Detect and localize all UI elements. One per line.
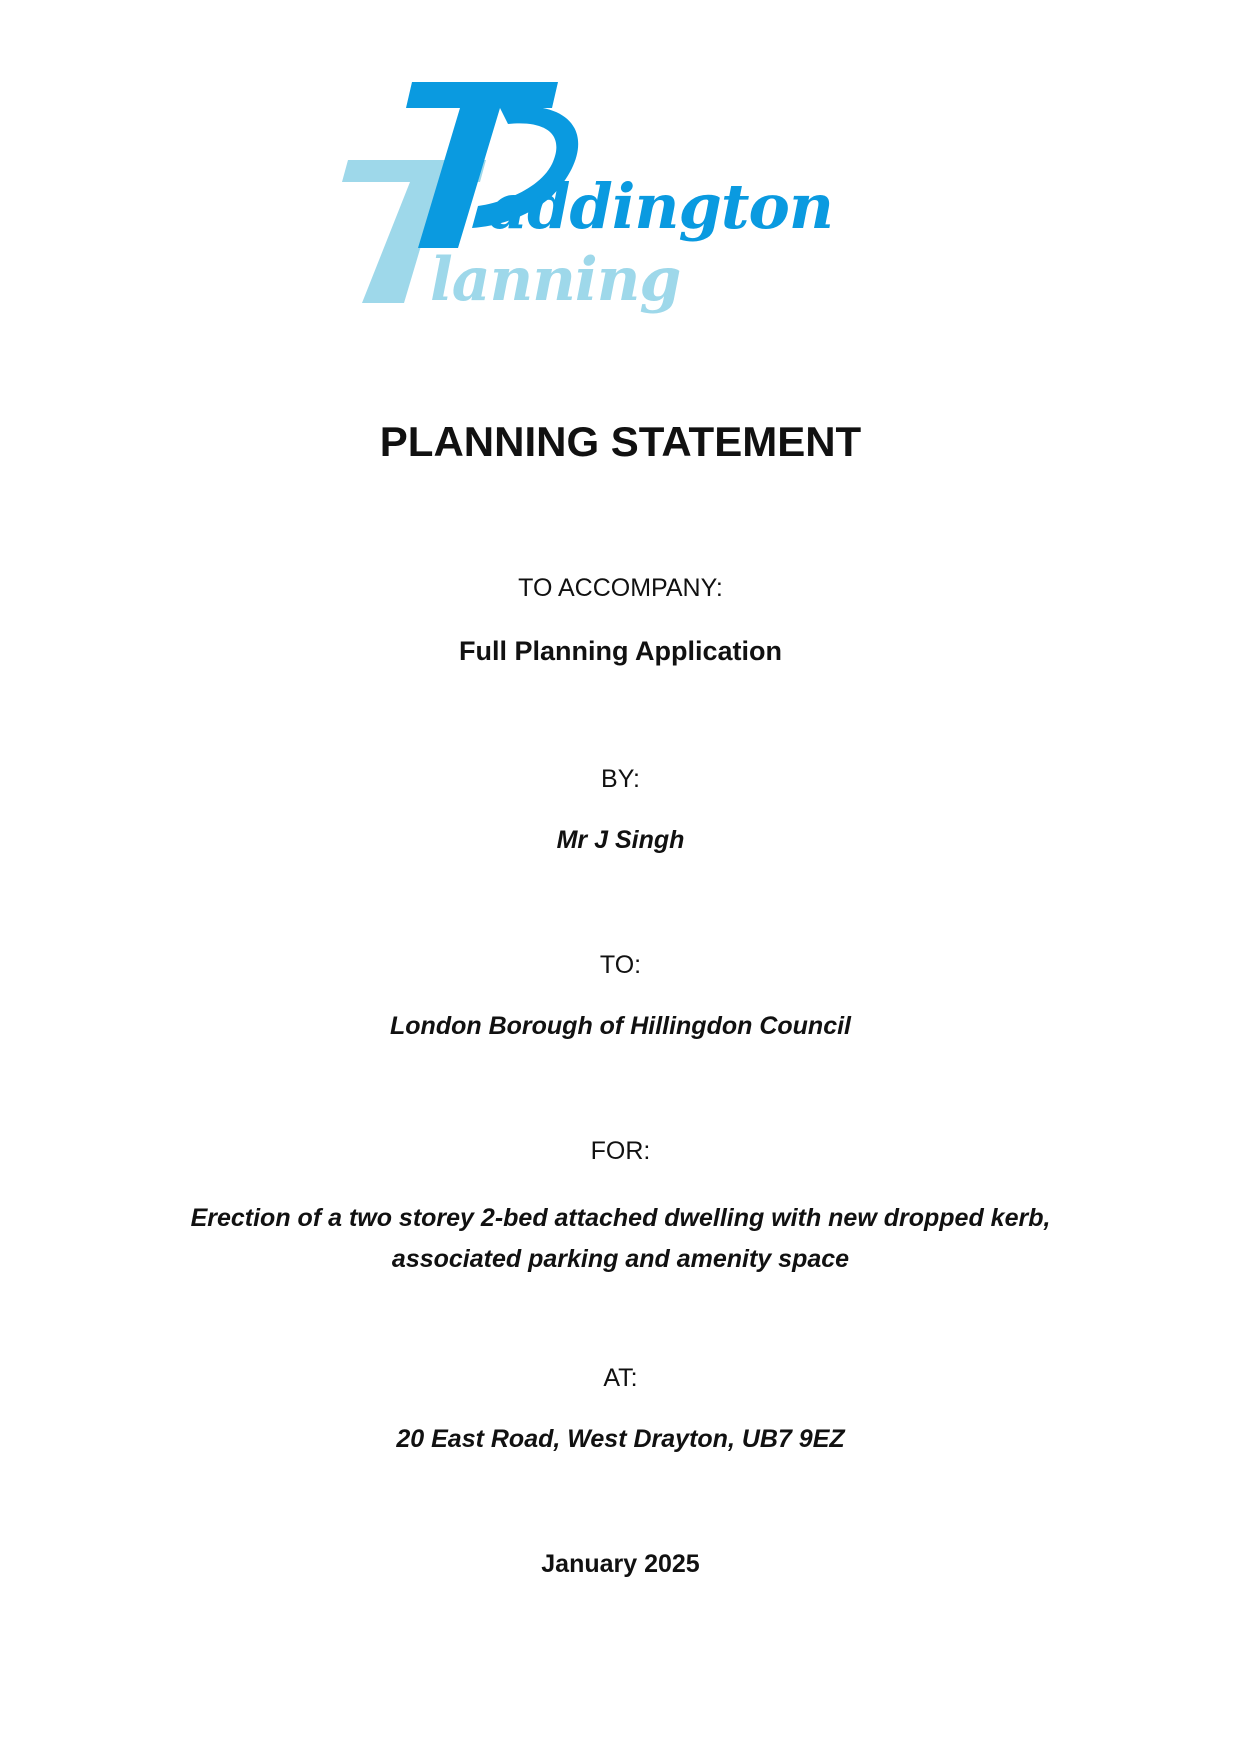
proposal-description xyxy=(120,1198,1121,1280)
svg-text:lanning: lanning xyxy=(430,245,681,315)
applicant-name: Mr J Singh xyxy=(556,826,685,854)
proposal-line-2: associated parking and amenity space xyxy=(391,1245,850,1273)
site-address: 20 East Road, West Drayton, UB7 9EZ xyxy=(396,1425,845,1453)
council-name: London Borough of Hillingdon Council xyxy=(390,1012,851,1040)
logo-graphic xyxy=(340,78,880,333)
svg-text:addington: addington xyxy=(488,170,833,243)
page-title: PLANNING STATEMENT xyxy=(379,418,862,465)
proposal-line-1: Erection of a two storey 2-bed attached dwelling with new dropped kerb, xyxy=(190,1204,1051,1232)
for-label: FOR: xyxy=(590,1137,651,1165)
accompany-label: TO ACCOMPANY: xyxy=(518,574,723,602)
at-label: AT: xyxy=(603,1364,638,1392)
by-label: BY: xyxy=(601,765,640,793)
paddington-planning-logo xyxy=(340,78,880,333)
to-label: TO: xyxy=(599,951,642,979)
document-date: January 2025 xyxy=(541,1550,700,1578)
accompany-value: Full Planning Application xyxy=(459,636,782,666)
